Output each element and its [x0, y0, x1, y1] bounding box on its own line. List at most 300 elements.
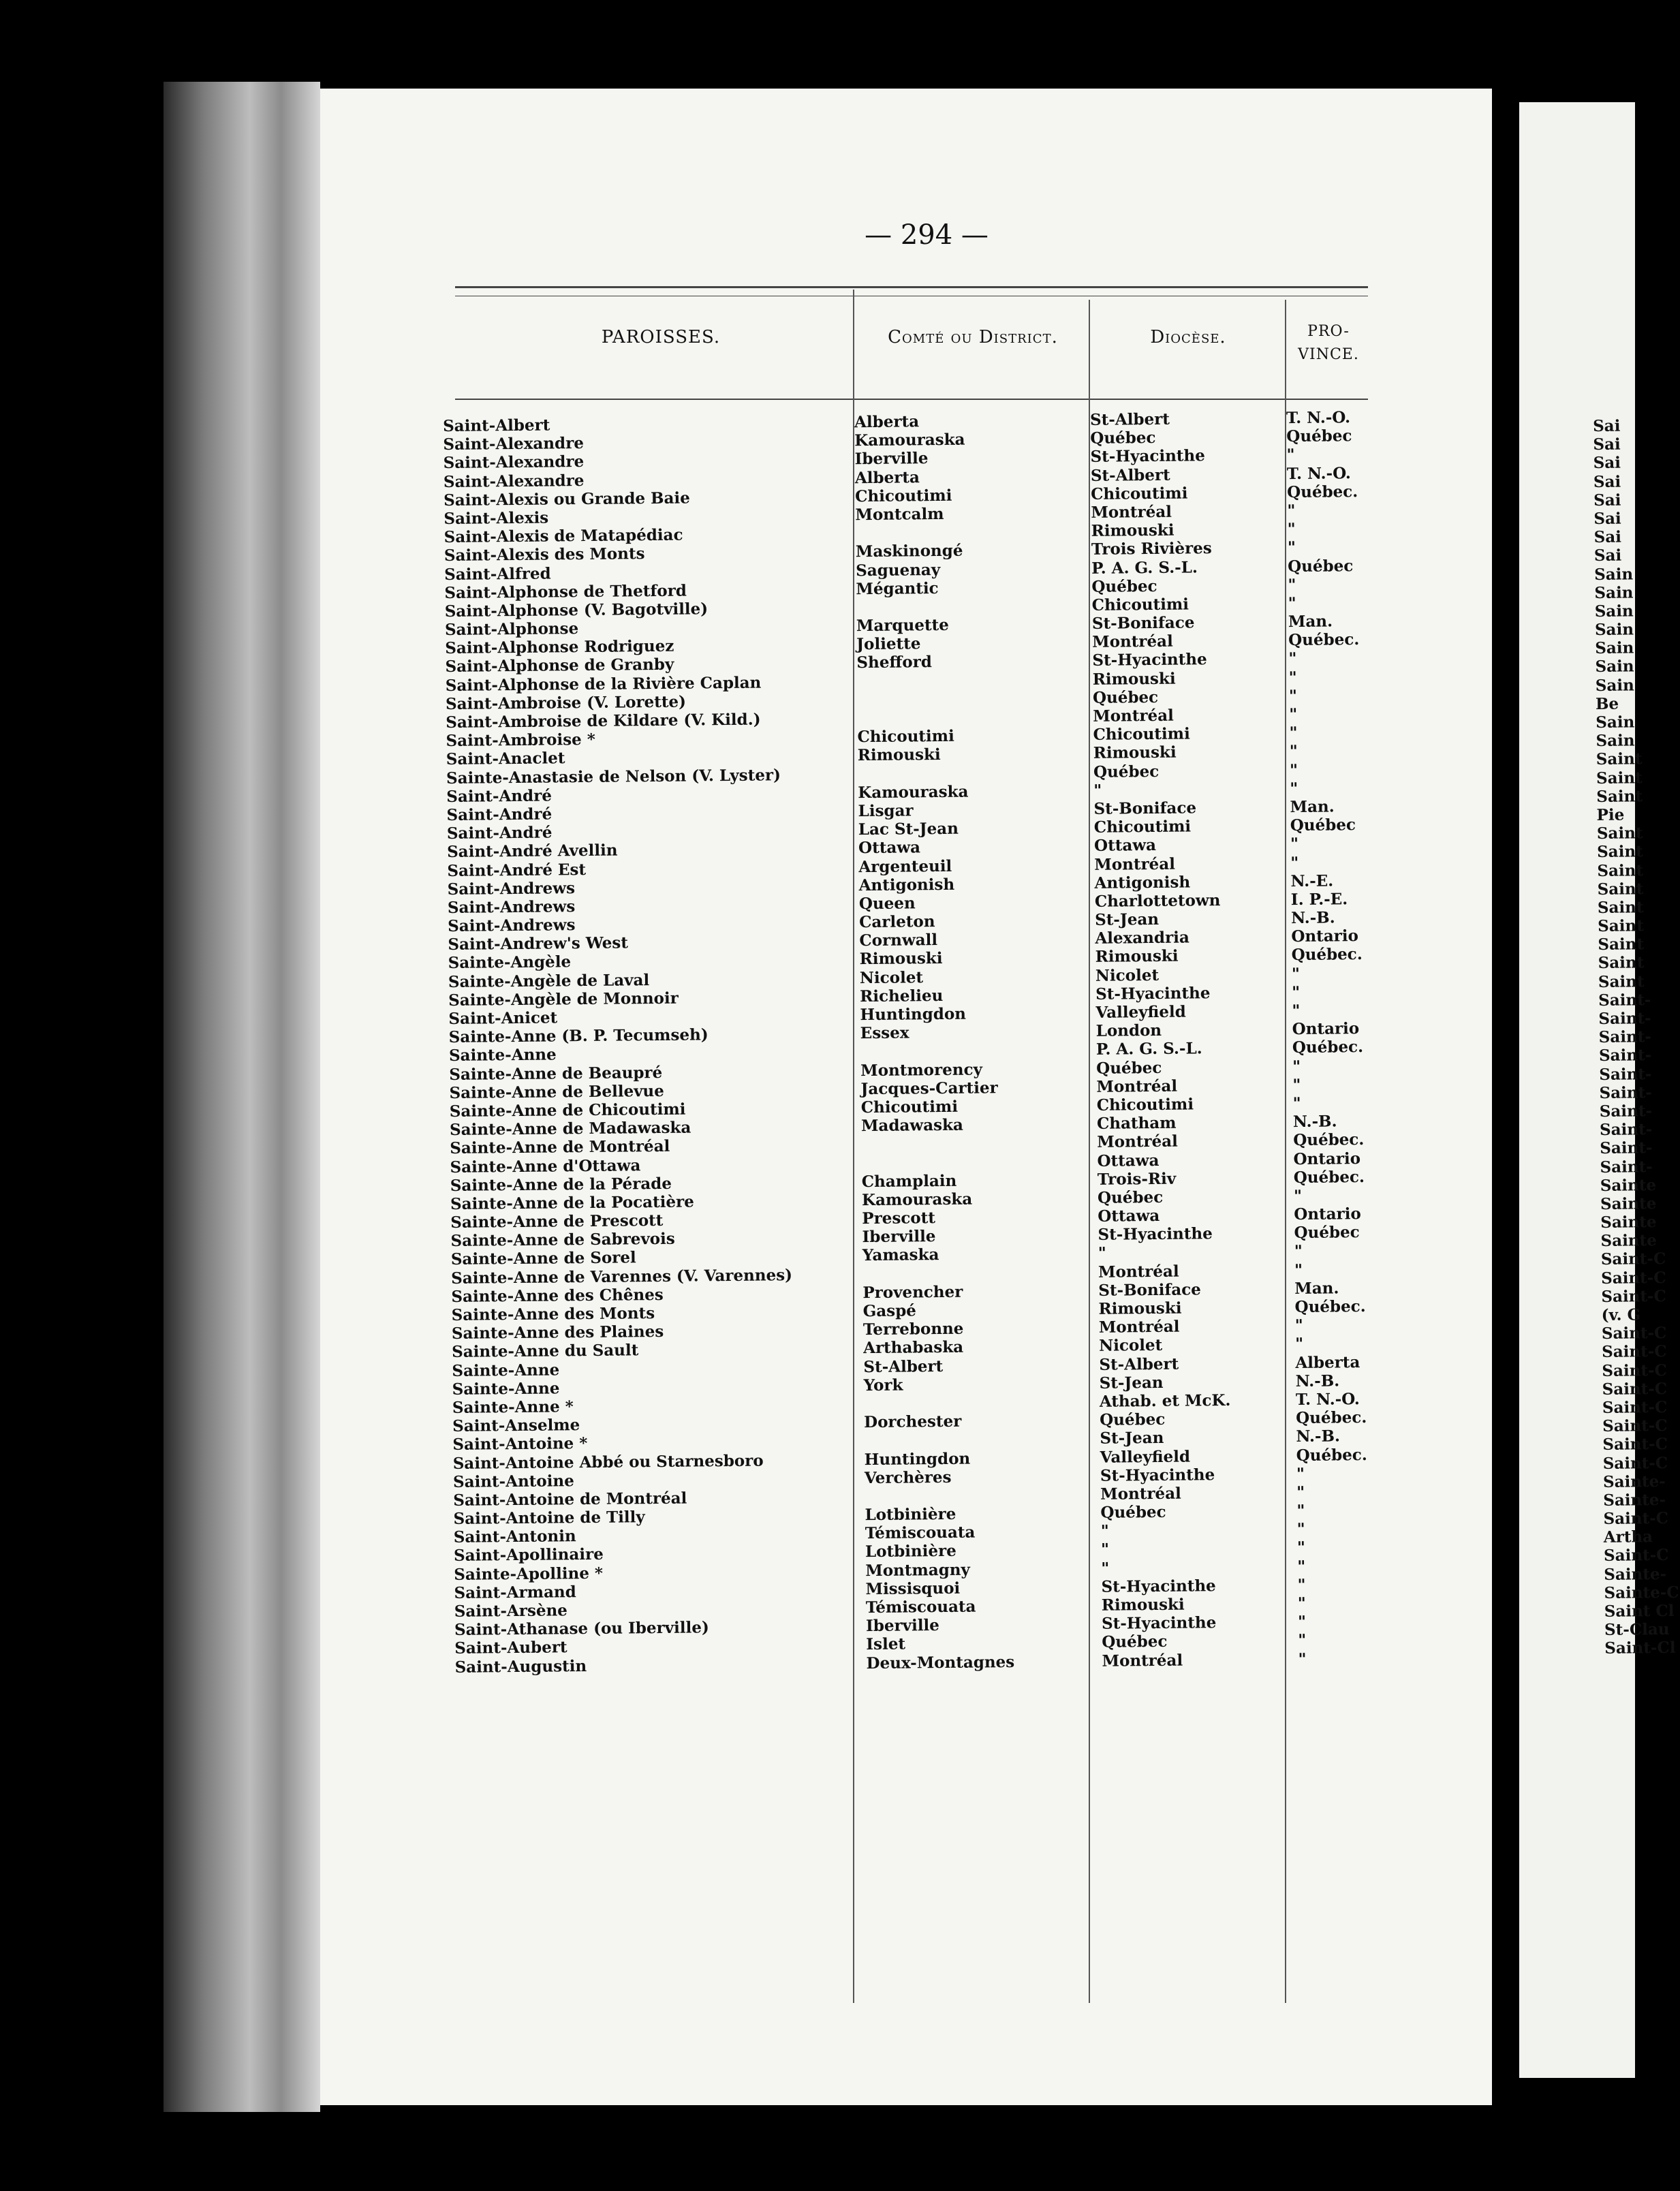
parish-name: Sainte-Anne du Sault: [452, 1341, 639, 1362]
diocese: St-Jean: [1095, 910, 1160, 929]
diocese: ": [1093, 781, 1102, 800]
parish-name: Sainte-Anne de Prescott: [450, 1211, 664, 1232]
province: Québec.: [1294, 1297, 1366, 1317]
county: Alberta: [854, 412, 920, 432]
province: ": [1292, 982, 1301, 1001]
facing-page-fragment: Sain: [1594, 583, 1634, 602]
facing-page-fragment: Sain: [1594, 564, 1634, 584]
diocese: Montréal: [1091, 502, 1172, 522]
facing-page-fragment: Saint: [1598, 972, 1645, 991]
parish-name: Saint-Alexis des Monts: [444, 544, 645, 565]
province: ": [1297, 1613, 1307, 1632]
province: Ontario: [1291, 927, 1358, 946]
province: T. N.-O.: [1286, 408, 1351, 428]
county: Argenteuil: [858, 856, 952, 876]
parish-name: Saint-André Avellin: [447, 841, 618, 862]
top-rule: [455, 286, 1368, 288]
diocese: Rimouski: [1101, 1595, 1185, 1615]
parish-name: Sainte-Apolline *: [454, 1564, 604, 1584]
parish-name: Sainte-Anne (B. P. Tecumseh): [448, 1025, 709, 1047]
county: Rimouski: [859, 949, 943, 969]
facing-page-fragment: Sainte: [1600, 1213, 1657, 1232]
facing-page-fragment: Saint-: [1600, 1138, 1653, 1158]
county: Lac St-Jean: [858, 819, 959, 839]
facing-page-fragment: Saint: [1596, 824, 1643, 843]
facing-page-fragment: Sai: [1593, 416, 1621, 435]
province: Québec.: [1293, 1130, 1365, 1150]
page-number: — 294 —: [865, 219, 989, 251]
province: ": [1289, 742, 1298, 761]
province: ": [1292, 1075, 1301, 1094]
parish-name: Sainte-Anne d'Ottawa: [450, 1155, 641, 1177]
parish-name: Sainte-Anne de Sabrevois: [450, 1230, 675, 1251]
province: Québec.: [1292, 1038, 1364, 1057]
province: ": [1288, 593, 1296, 612]
facing-page-fragment: Saint: [1596, 768, 1643, 788]
diocese: Chicoutimi: [1091, 484, 1188, 503]
facing-page-fragment: Sainte-: [1603, 1490, 1666, 1510]
diocese: Ottawa: [1097, 1151, 1160, 1170]
diocese: Québec: [1102, 1632, 1168, 1652]
diocese: Rimouski: [1098, 1299, 1182, 1318]
diocese: Valleyfield: [1095, 1002, 1186, 1022]
facing-page-fragment: Be: [1595, 694, 1619, 713]
diocese: Montréal: [1098, 1262, 1179, 1281]
province: ": [1297, 1575, 1306, 1594]
province: ": [1289, 704, 1298, 724]
diocese: Trois-Riv: [1097, 1169, 1177, 1189]
facing-page-fragment: Saint: [1596, 749, 1643, 769]
facing-page-fragment: Saint-C: [1602, 1361, 1668, 1380]
parish-name: Saint-Alfred: [444, 563, 551, 584]
county: Dorchester: [864, 1412, 962, 1432]
diocese: St-Boniface: [1098, 1280, 1201, 1300]
facing-page-fragment: Sain: [1596, 713, 1635, 732]
county: Antigonish: [858, 875, 955, 895]
province: ": [1294, 1316, 1303, 1335]
facing-page-fragment: Saint-C: [1600, 1249, 1666, 1269]
province: Québec: [1286, 426, 1352, 446]
parish-name: Sainte-Anne de Sorel: [450, 1248, 636, 1269]
facing-page-fragment: Saint: [1597, 860, 1644, 880]
parish-name: Saint-Antoine de Tilly: [453, 1508, 645, 1528]
facing-page-fragment: Saint Cl: [1604, 1601, 1675, 1621]
diocese: St-Hyacinthe: [1100, 1465, 1215, 1485]
diocese: Rimouski: [1091, 520, 1175, 540]
header-province-line2: VINCE.: [1298, 346, 1359, 363]
facing-page-fragment: Sai: [1593, 453, 1621, 473]
facing-page-fragment: Saint-C: [1603, 1509, 1669, 1528]
province: ": [1296, 1501, 1305, 1521]
parish-name: Saint-Antonin: [453, 1527, 576, 1547]
parish-name: Saint-Alphonse: [444, 619, 579, 640]
county: Provencher: [862, 1282, 963, 1302]
diocese: Chicoutimi: [1096, 1095, 1194, 1115]
diocese: Ottawa: [1098, 1207, 1160, 1226]
county: Verchères: [864, 1467, 952, 1487]
facing-page-fragment: Sain: [1595, 657, 1634, 677]
county: Shefford: [856, 653, 933, 672]
diocese: ": [1100, 1521, 1109, 1541]
facing-page-fragment: Saint-: [1599, 1120, 1653, 1140]
county: Deux-Montagnes: [866, 1652, 1015, 1673]
parish-name: Sainte-Anne: [452, 1360, 560, 1380]
header-province: [1288, 320, 1369, 367]
facing-page-fragment: Saint-: [1599, 1102, 1653, 1121]
county: Montcalm: [855, 504, 944, 525]
diocese: Charlottetown: [1094, 890, 1221, 911]
province: ": [1297, 1594, 1306, 1613]
province: N.-E.: [1290, 871, 1334, 890]
diocese: Québec: [1100, 1410, 1166, 1429]
parish-table: [443, 408, 1395, 1677]
parish-name: Saint-Ambroise de Kildare (V. Kild.): [446, 710, 761, 732]
county: Essex: [860, 1023, 909, 1043]
facing-page-fragment: Sainte-: [1604, 1564, 1667, 1584]
province: ": [1292, 1093, 1301, 1113]
book-binding: [164, 82, 320, 2112]
province: ": [1294, 1335, 1304, 1354]
province: ": [1290, 835, 1299, 854]
facing-page-fragment: Saint: [1598, 916, 1644, 936]
county: Témiscouata: [865, 1523, 976, 1543]
facing-page-fragment: Saint-C: [1602, 1397, 1668, 1417]
diocese: Montréal: [1096, 1076, 1178, 1096]
parish-name: Sainte-Anne: [452, 1379, 560, 1399]
province: ": [1288, 668, 1297, 687]
province: Québec: [1288, 556, 1354, 576]
facing-page-fragment: Sainte: [1600, 1175, 1657, 1195]
facing-page-fragment: Saint-: [1599, 1064, 1652, 1084]
facing-page-fragment: Saint-C: [1602, 1342, 1667, 1362]
diocese: Chicoutimi: [1091, 595, 1189, 615]
county: Richelieu: [860, 986, 944, 1006]
header-diocese: Diocèse.: [1150, 327, 1226, 347]
county: Lotbinière: [865, 1542, 956, 1561]
facing-page-fragment: Saint-: [1598, 991, 1651, 1010]
facing-page-fragment: Saint-: [1598, 1027, 1652, 1047]
facing-page-fragment: (v. G: [1601, 1305, 1641, 1324]
county: Carleton: [859, 912, 935, 932]
parish-name: Saint-Ambroise *: [446, 730, 595, 751]
province: ": [1287, 538, 1296, 557]
facing-page-fragment: Sain: [1594, 620, 1634, 640]
diocese: Rimouski: [1093, 743, 1177, 763]
province: ": [1298, 1631, 1307, 1650]
parish-name: Saint-Alexandre: [443, 452, 585, 473]
county: York: [863, 1376, 903, 1395]
facing-page-fragment: Sainte-C: [1604, 1583, 1679, 1602]
county: Marquette: [856, 615, 949, 636]
diocese: St-Hyacinthe: [1098, 1224, 1213, 1245]
facing-page-fragment: Saint-: [1600, 1157, 1653, 1177]
province: Québec.: [1296, 1408, 1367, 1428]
province: Ontario: [1294, 1205, 1361, 1224]
province: ": [1288, 649, 1297, 668]
diocese: Québec: [1100, 1502, 1166, 1522]
facing-page-fragment: Saint-C: [1601, 1324, 1667, 1343]
diocese: Québec: [1097, 1187, 1164, 1207]
province: ": [1294, 1260, 1303, 1279]
county: Témiscouata: [865, 1597, 976, 1617]
parish-name: Sainte-Angèle de Laval: [448, 970, 650, 991]
province: ": [1296, 1464, 1305, 1483]
parish-name: Saint-Alphonse de Granby: [445, 655, 674, 677]
province: N.-B.: [1296, 1427, 1341, 1446]
parish-name: Saint-Apollinaire: [453, 1545, 604, 1566]
diocese: Chatham: [1096, 1113, 1177, 1133]
parish-name: Sainte-Anne de Varennes (V. Varennes): [451, 1265, 793, 1288]
parish-name: Sainte-Anne de Montréal: [450, 1137, 670, 1158]
header-paroisses: PAROISSES.: [601, 327, 721, 347]
parish-name: Sainte-Anne des Plaines: [451, 1322, 664, 1343]
parish-name: Saint-Andrews: [448, 916, 576, 936]
county: Prescott: [862, 1209, 936, 1228]
county: Yamaska: [862, 1245, 939, 1265]
diocese: Chicoutimi: [1093, 724, 1190, 745]
province: Québec.: [1293, 1167, 1365, 1187]
province: T. N.-O.: [1295, 1390, 1360, 1409]
parish-name: Saint-Armand: [454, 1583, 576, 1602]
parish-name: Saint-Augustin: [454, 1656, 587, 1677]
parish-name: Saint-Antoine Abbé ou Starnesboro: [452, 1451, 764, 1473]
facing-page-fragment: Saint-C: [1601, 1268, 1666, 1288]
county: Mégantic: [856, 578, 939, 598]
province: Alberta: [1295, 1352, 1360, 1372]
province: ": [1294, 1242, 1303, 1261]
facing-page-fragment: Artha: [1603, 1527, 1653, 1547]
facing-page-fragment: Saint-C: [1602, 1453, 1668, 1473]
diocese: Ottawa: [1093, 836, 1157, 856]
parish-name: Saint-Albert: [443, 416, 550, 435]
county: Lotbinière: [865, 1504, 956, 1525]
diocese: Trois Rivières: [1091, 539, 1212, 559]
province: N.-B.: [1295, 1371, 1340, 1390]
diocese: St-Hyacinthe: [1101, 1576, 1216, 1596]
diocese: Nicolet: [1099, 1336, 1163, 1356]
county: Joliette: [856, 634, 921, 654]
facing-page-fragment: Sain: [1594, 602, 1634, 621]
diocese: Montréal: [1092, 632, 1173, 652]
county: St-Albert: [863, 1356, 944, 1376]
parish-name: Saint-Antoine *: [452, 1434, 588, 1455]
county: Maskinongé: [855, 541, 963, 561]
parish-name: Saint-André: [446, 805, 553, 824]
county: Arthabaska: [863, 1338, 964, 1358]
diocese: Québec: [1090, 429, 1156, 448]
diocese: P. A. G. S.-L.: [1095, 1039, 1202, 1059]
facing-page-fragment: Saint: [1597, 880, 1644, 899]
diocese: ": [1098, 1244, 1106, 1263]
county: Kamouraska: [854, 430, 965, 450]
parish-name: Sainte-Anne de Madawaska: [449, 1118, 691, 1140]
facing-page-fragment: Sai: [1593, 435, 1621, 454]
parish-name: Saint-Anaclet: [446, 749, 565, 769]
facing-page-fragment: Sai: [1593, 472, 1621, 491]
county: Queen: [858, 894, 916, 914]
county: Chicoutimi: [855, 486, 952, 506]
facing-page-fragment: Sain: [1595, 676, 1634, 695]
province: I. P.-E.: [1290, 890, 1348, 909]
header-province-line1: PRO-: [1307, 323, 1350, 340]
diocese: ": [1100, 1540, 1110, 1559]
parish-name: Sainte-Anne: [448, 1045, 557, 1066]
diocese: Valleyfield: [1100, 1447, 1191, 1467]
facing-page-fragment: Saint-: [1599, 1083, 1652, 1102]
facing-page-fragment: Sai: [1593, 527, 1622, 547]
parish-name: Saint-Alexandre: [443, 471, 585, 491]
province: Man.: [1290, 797, 1335, 817]
parish-name: Sainte-Anne de Chicoutimi: [449, 1100, 686, 1121]
parish-name: Saint-Alexis de Matapédiac: [444, 525, 683, 547]
facing-page-fragment: Saint-C: [1602, 1435, 1668, 1455]
province: Québec.: [1296, 1445, 1367, 1465]
diocese: Alexandria: [1095, 928, 1189, 948]
province: ": [1290, 779, 1298, 798]
diocese: St-Albert: [1090, 465, 1170, 485]
province: Québec.: [1286, 482, 1358, 501]
county: Alberta: [854, 467, 920, 487]
county: Montmagny: [865, 1560, 970, 1580]
diocese: St-Jean: [1100, 1429, 1164, 1448]
facing-page-fragment: Sainte-: [1602, 1472, 1666, 1491]
county: Rimouski: [857, 745, 941, 765]
facing-page-fragment: St-Clau: [1604, 1620, 1670, 1640]
diocese: Nicolet: [1095, 965, 1160, 985]
province: Ontario: [1292, 1019, 1360, 1039]
province: ": [1289, 724, 1298, 743]
province: ": [1296, 1520, 1305, 1539]
county: Huntingdon: [864, 1449, 971, 1469]
province: ": [1286, 446, 1295, 465]
facing-page-fragment: Saint: [1597, 842, 1643, 862]
parish-name: Sainte-Anastasie de Nelson (V. Lyster): [446, 765, 781, 788]
facing-page-fragment: Saint-: [1598, 1009, 1651, 1028]
parish-name: Saint-Anicet: [448, 1008, 558, 1028]
diocese: St-Hyacinthe: [1101, 1613, 1217, 1633]
county: Islet: [866, 1634, 906, 1654]
facing-page-fragment: Saint-C: [1603, 1546, 1669, 1566]
province: ": [1291, 964, 1301, 983]
diocese: St-Hyacinthe: [1095, 984, 1211, 1004]
facing-page-fragment: Sai: [1593, 509, 1621, 528]
facing-page-fragment: Saint-C: [1601, 1286, 1666, 1306]
parish-name: Saint-Alexandre: [443, 434, 585, 454]
province: T. N.-O.: [1286, 463, 1351, 483]
facing-page-fragment: Sain: [1596, 731, 1635, 751]
facing-page-fragment: Saint: [1596, 787, 1643, 806]
province: N.-B.: [1290, 908, 1335, 928]
diocese: Montréal: [1102, 1651, 1183, 1671]
county: Terrebonne: [862, 1319, 964, 1339]
province: ": [1296, 1482, 1305, 1502]
header-comte: Comté ou District.: [888, 327, 1058, 347]
province: Ontario: [1293, 1149, 1361, 1168]
county: Chicoutimi: [860, 1097, 959, 1117]
facing-page-fragment: Saint-C: [1602, 1379, 1668, 1399]
parish-name: Saint-Andrews: [447, 878, 576, 899]
county: Nicolet: [859, 967, 924, 987]
diocese: St-Albert: [1099, 1354, 1179, 1374]
diocese: ": [1101, 1559, 1110, 1578]
parish-name: Sainte-Angèle de Monnoir: [448, 989, 679, 1010]
facing-page-fragment: Sai: [1593, 546, 1622, 565]
province: ": [1298, 1649, 1307, 1668]
diocese: Rimouski: [1095, 947, 1179, 967]
province: Québec.: [1288, 630, 1360, 650]
province: ": [1289, 760, 1298, 779]
parish-name: Sainte-Anne *: [452, 1397, 574, 1417]
parish-name: Saint-Andrews: [447, 897, 576, 917]
county: Missisquoi: [865, 1579, 961, 1598]
parish-name: Saint-Athanase (ou Iberville): [454, 1618, 709, 1640]
diocese: Athab. et McK.: [1099, 1390, 1231, 1411]
parish-name: Sainte-Anne des Chênes: [451, 1285, 664, 1306]
province: Québec: [1294, 1223, 1360, 1243]
province: ": [1288, 686, 1298, 705]
facing-page-fragment: Saint: [1597, 898, 1644, 917]
county: Madawaska: [860, 1115, 963, 1136]
province: ": [1287, 501, 1296, 520]
province: ": [1297, 1557, 1306, 1576]
province: ": [1287, 520, 1296, 539]
parish-name: Saint-André Est: [447, 860, 587, 880]
diocese: Québec: [1091, 576, 1157, 596]
province: Québec: [1290, 815, 1356, 835]
province: Québec.: [1291, 945, 1363, 965]
province: ": [1288, 575, 1296, 594]
parish-name: Saint-André: [446, 786, 553, 806]
diocese: St-Boniface: [1093, 798, 1197, 818]
parish-name: Sainte-Anne des Monts: [451, 1304, 655, 1324]
diocese: St-Hyacinthe: [1090, 446, 1205, 467]
diocese: Rimouski: [1092, 669, 1176, 689]
province: ": [1292, 1001, 1301, 1021]
county: Gaspé: [862, 1301, 916, 1321]
county: Iberville: [854, 449, 929, 469]
facing-page-fragment: Sainte: [1600, 1231, 1657, 1251]
province: N.-B.: [1292, 1112, 1337, 1132]
county: Ottawa: [858, 838, 921, 858]
facing-page-fragment: Pie: [1596, 805, 1625, 824]
diocese: Montréal: [1100, 1484, 1181, 1504]
county: Kamouraska: [861, 1190, 973, 1210]
diocese: Québec: [1092, 687, 1159, 707]
diocese: Antigonish: [1094, 873, 1191, 892]
parish-name: Sainte-Anne de la Pérade: [450, 1174, 672, 1195]
diocese: Québec: [1096, 1058, 1162, 1078]
parish-name: Saint-Ambroise (V. Lorette): [445, 692, 687, 713]
parish-name: Saint-Alphonse (V. Bagotville): [444, 600, 709, 621]
parish-name: Saint-André: [446, 823, 553, 843]
parish-name: Sainte-Anne de Beaupré: [449, 1063, 663, 1084]
diocese: St-Albert: [1089, 409, 1170, 429]
diocese: P. A. G. S.-L.: [1091, 557, 1198, 578]
diocese: St-Boniface: [1091, 613, 1195, 633]
county: Saguenay: [856, 560, 941, 580]
parish-name: Sainte-Angèle: [448, 952, 572, 973]
facing-page-fragment: Sai: [1593, 491, 1621, 510]
facing-page-fragment: Saint-Cl: [1604, 1638, 1676, 1658]
province: Man.: [1294, 1279, 1339, 1298]
parish-name: Saint-Antoine: [452, 1471, 574, 1491]
facing-page-fragment: Saint-: [1598, 1046, 1652, 1066]
parish-name: Saint-Anselme: [452, 1416, 580, 1436]
county: Champlain: [861, 1171, 957, 1191]
province: Man.: [1288, 612, 1333, 632]
parish-name: Saint-Alphonse de Thetford: [444, 581, 687, 602]
diocese: Québec: [1093, 762, 1160, 781]
